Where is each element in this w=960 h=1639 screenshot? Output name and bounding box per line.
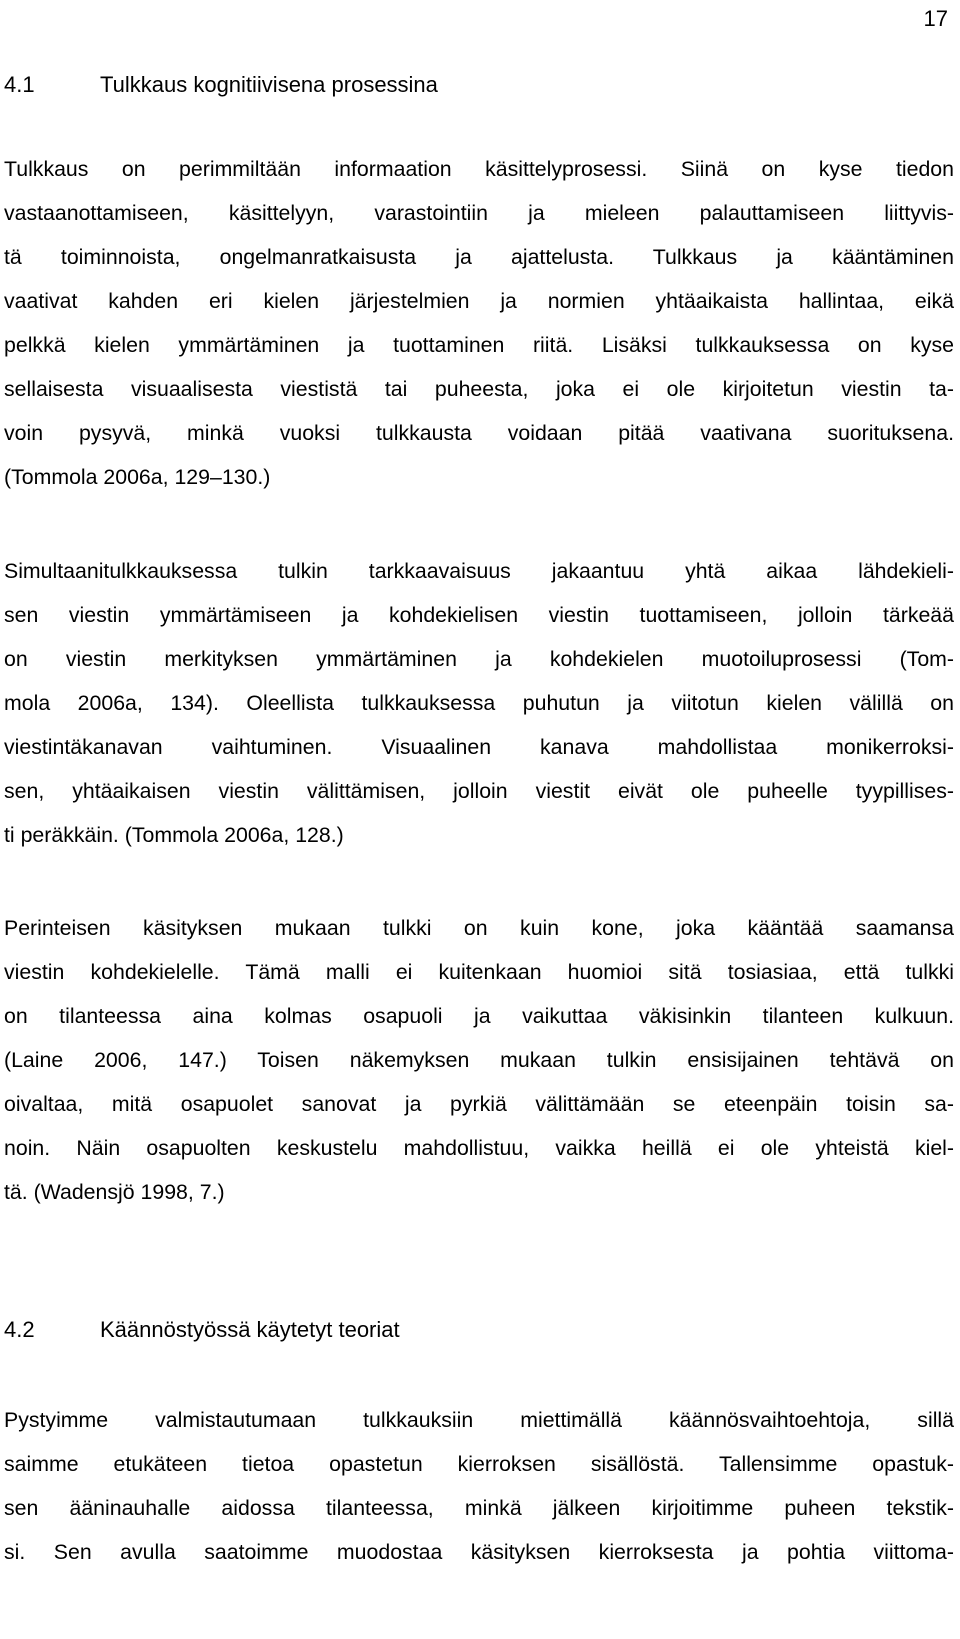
paragraph-1 bbox=[4, 147, 954, 499]
paragraph-line: Tulkkaus on perimmiltään informaation käsittelyprosessi. Siinä on kyse tiedon bbox=[4, 157, 954, 181]
section-number: 4.1 bbox=[4, 72, 35, 97]
paragraph-line: vastaanottamiseen, käsittelyyn, varastointiin ja mieleen palauttamiseen liittyvis- bbox=[4, 201, 954, 225]
paragraph-line: noin. Näin osapuolten keskustelu mahdollistuu, vaikka heillä ei ole yhteistä kiel- bbox=[4, 1136, 954, 1160]
paragraph-2 bbox=[4, 549, 954, 857]
paragraph-4 bbox=[4, 1398, 954, 1574]
page-number: 17 bbox=[923, 6, 948, 31]
paragraph-line: tä toiminnoista, ongelmanratkaisusta ja ajattelusta. Tulkkaus ja kääntäminen bbox=[4, 245, 954, 269]
section-heading-4-1 bbox=[4, 72, 438, 98]
paragraph-line: sen, yhtäaikaisen viestin välittämisen, jolloin viestit eivät ole puheelle tyypillises- bbox=[4, 779, 954, 803]
paragraph-line: sellaisesta visuaalisesta viestistä tai puheesta, joka ei ole kirjoitetun viestin ta- bbox=[4, 377, 954, 401]
paragraph-line: Simultaanitulkkauksessa tulkin tarkkaavaisuus jakaantuu yhtä aikaa lähdekieli- bbox=[4, 559, 954, 583]
section-title: Tulkkaus kognitiivisena prosessina bbox=[100, 72, 438, 97]
paragraph-line: on viestin merkityksen ymmärtäminen ja kohdekielen muotoiluprosessi (Tom- bbox=[4, 647, 954, 671]
paragraph-line: (Laine 2006, 147.) Toisen näkemyksen mukaan tulkin ensisijainen tehtävä on bbox=[4, 1048, 954, 1072]
paragraph-line: ti peräkkäin. (Tommola 2006a, 128.) bbox=[4, 823, 344, 847]
paragraph-line: (Tommola 2006a, 129–130.) bbox=[4, 465, 271, 489]
paragraph-line: sen viestin ymmärtämiseen ja kohdekielisen viestin tuottamiseen, jolloin tärkeää bbox=[4, 603, 954, 627]
paragraph-line: on tilanteessa aina kolmas osapuoli ja vaikuttaa väkisinkin tilanteen kulkuun. bbox=[4, 1004, 954, 1028]
paragraph-line: tä. (Wadensjö 1998, 7.) bbox=[4, 1180, 225, 1204]
paragraph-line: pelkkä kielen ymmärtäminen ja tuottaminen riitä. Lisäksi tulkkauksessa on kyse bbox=[4, 333, 954, 357]
paragraph-line: viestintäkanavan vaihtuminen. Visuaalinen kanava mahdollistaa monikerroksi- bbox=[4, 735, 954, 759]
paragraph-line: oivaltaa, mitä osapuolet sanovat ja pyrkiä välittämään se eteenpäin toisin sa- bbox=[4, 1092, 954, 1116]
paragraph-line: saimme etukäteen tietoa opastetun kierroksen sisällöstä. Tallensimme opastuk- bbox=[4, 1452, 954, 1476]
paragraph-line: sen ääninauhalle aidossa tilanteessa, minkä jälkeen kirjoitimme puheen tekstik- bbox=[4, 1496, 954, 1520]
section-title: Käännöstyössä käytetyt teoriat bbox=[100, 1317, 400, 1342]
paragraph-line: voin pysyvä, minkä vuoksi tulkkausta voidaan pitää vaativana suorituksena. bbox=[4, 421, 954, 445]
paragraph-line: Pystyimme valmistautumaan tulkkauksiin miettimällä käännösvaihtoehtoja, sillä bbox=[4, 1408, 954, 1432]
section-number: 4.2 bbox=[4, 1317, 35, 1342]
paragraph-3 bbox=[4, 906, 954, 1214]
section-heading-4-2 bbox=[4, 1317, 400, 1343]
paragraph-line: viestin kohdekielelle. Tämä malli ei kuitenkaan huomioi sitä tosiasiaa, että tulkki bbox=[4, 960, 954, 984]
paragraph-line: vaativat kahden eri kielen järjestelmien ja normien yhtäaikaista hallintaa, eikä bbox=[4, 289, 954, 313]
paragraph-line: Perinteisen käsityksen mukaan tulkki on kuin kone, joka kääntää saamansa bbox=[4, 916, 954, 940]
paragraph-line: mola 2006a, 134). Oleellista tulkkauksessa puhutun ja viitotun kielen välillä on bbox=[4, 691, 954, 715]
paragraph-line: si. Sen avulla saatoimme muodostaa käsityksen kierroksesta ja pohtia viittoma- bbox=[4, 1540, 954, 1564]
